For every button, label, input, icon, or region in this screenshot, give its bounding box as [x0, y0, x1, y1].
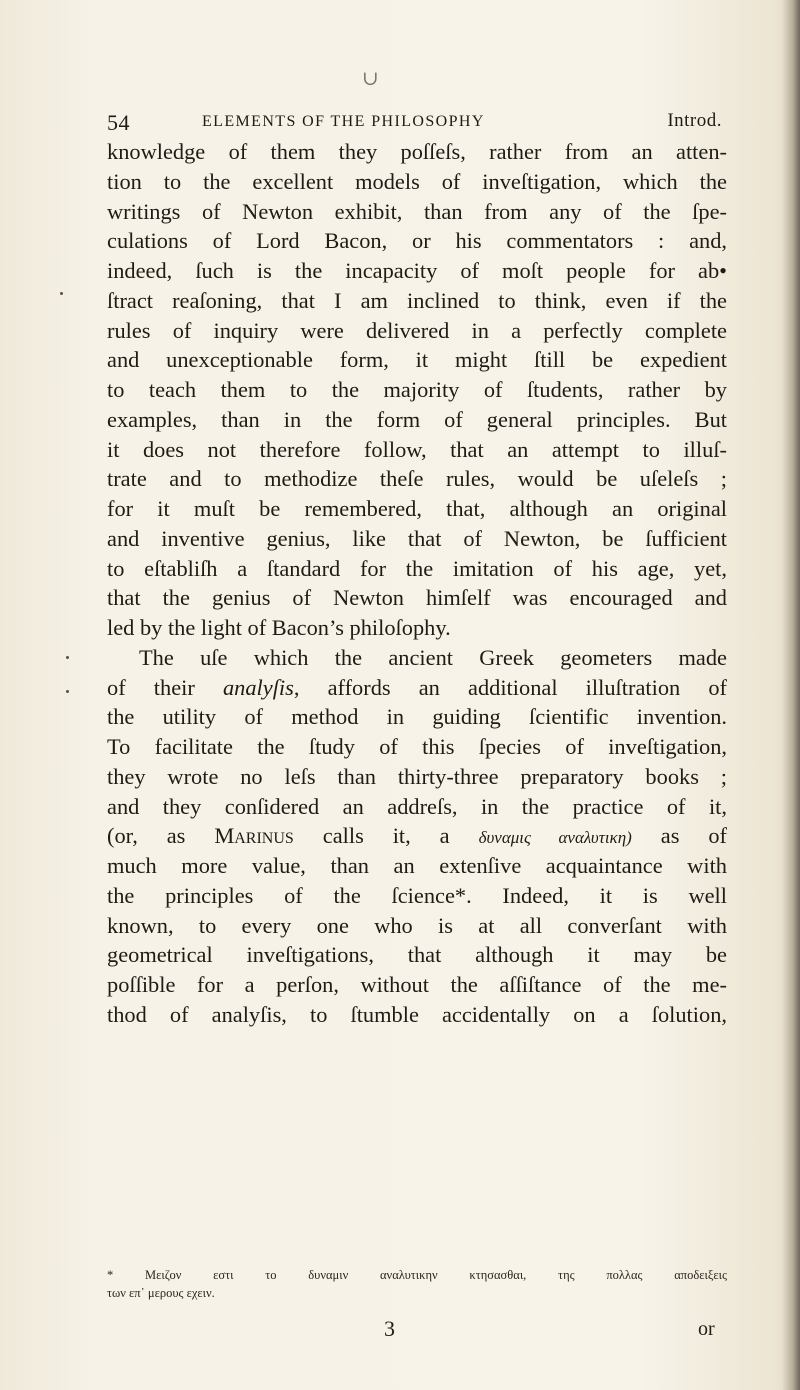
body-text	[107, 137, 727, 1030]
text-line: knowledge of them they poſſeſs, rather from an atten-	[107, 139, 727, 164]
small-caps-name: Marinus	[214, 823, 294, 849]
running-title: ELEMENTS OF THE PHILOSOPHY	[202, 113, 485, 130]
text-line: to teach them to the majority of ſtudents, rather by	[107, 377, 727, 402]
text-line: To facilitate the ſtudy of this ſpecies of inveſtigation,	[107, 734, 727, 759]
signature-mark: 3	[384, 1316, 395, 1341]
text-line: and unexceptionable form, it might ſtill be expedient	[107, 347, 727, 373]
text-line: examples, than in the form of general principles. But	[107, 406, 727, 432]
text-line: The uſe which the ancient Greek geometers made	[139, 644, 727, 670]
text-line: to eſtabliſh a ſtandard for the imitation of his age, yet,	[107, 555, 727, 581]
text-line: geometrical inveſtigations, that although it may be	[107, 942, 727, 968]
running-head	[107, 110, 722, 140]
text-line: that the genius of Newton himſelf was encouraged and	[107, 585, 727, 611]
text-line: for it muſt be remembered, that, although an original	[107, 496, 727, 521]
text-line: trate and to methodize theſe rules, would be uſeleſs ;	[107, 466, 727, 492]
footnote	[107, 1266, 727, 1302]
text-line: and inventive genius, like that of Newton, be ſufficient	[107, 525, 727, 551]
text-line: and they conſidered an addreſs, in the practice of it,	[107, 793, 727, 819]
ink-speck	[60, 292, 63, 295]
text-line: it does not therefore follow, that an attempt to illuſ-	[107, 436, 727, 462]
text-line: they wrote no leſs than thirty-three preparatory books ;	[107, 763, 727, 789]
footnote-line: * Μειζον εστι το δυναμιν αναλυτικην κτησασθαι, της πολλας αποδειξεις	[107, 1268, 727, 1282]
text-line: culations of Lord Bacon, or his commentators : and,	[107, 228, 727, 254]
italic-term: analyſis	[222, 674, 294, 700]
text-line: writings of Newton exhibit, than from any of the ſpe-	[107, 198, 727, 224]
text-line: the principles of the ſcience*. Indeed, it is well	[107, 882, 727, 908]
text-line: rules of inquiry were delivered in a perfectly complete	[107, 317, 727, 343]
text-fragment: as of	[660, 823, 727, 849]
page-number: 54	[107, 110, 130, 135]
text-line: led by the light of Bacon’s philoſophy.	[107, 615, 451, 640]
text-fragment: of their	[107, 674, 195, 700]
text-line: much more value, than an extenſive acquaintance with	[107, 853, 727, 878]
greek-phrase: δυναμις αναλυτικη)	[478, 828, 632, 848]
catchword: or	[698, 1318, 715, 1340]
text-fragment: (or, as	[107, 823, 186, 849]
text-line: known, to every one who is at all converſant with	[107, 912, 727, 938]
text-fragment: calls it, a	[322, 823, 450, 849]
text-line	[107, 821, 727, 851]
ink-speck	[66, 656, 69, 659]
text-line	[107, 673, 727, 703]
text-line: ſtract reaſoning, that I am inclined to think, even if the	[107, 287, 727, 313]
text-line: tion to the excellent models of inveſtigation, which the	[107, 168, 727, 194]
text-line: the utility of method in guiding ſcientific invention.	[107, 704, 727, 730]
footnote-line: των επ᾽ μερους εχειν.	[107, 1286, 215, 1300]
text-line: poſſible for a perſon, without the aſſiſtance of the me-	[107, 972, 727, 997]
page-binding-shadow	[782, 0, 800, 1390]
text-line: indeed, ſuch is the incapacity of moſt people for ab•	[107, 258, 727, 283]
text-line: thod of analyſis, to ſtumble accidentally on a ſolution,	[107, 1001, 727, 1027]
ink-speck	[66, 690, 69, 693]
top-mark: ∪	[362, 68, 379, 90]
text-fragment: , affords an additional illuſtration of	[293, 674, 727, 700]
section-label: Introd.	[667, 110, 722, 131]
